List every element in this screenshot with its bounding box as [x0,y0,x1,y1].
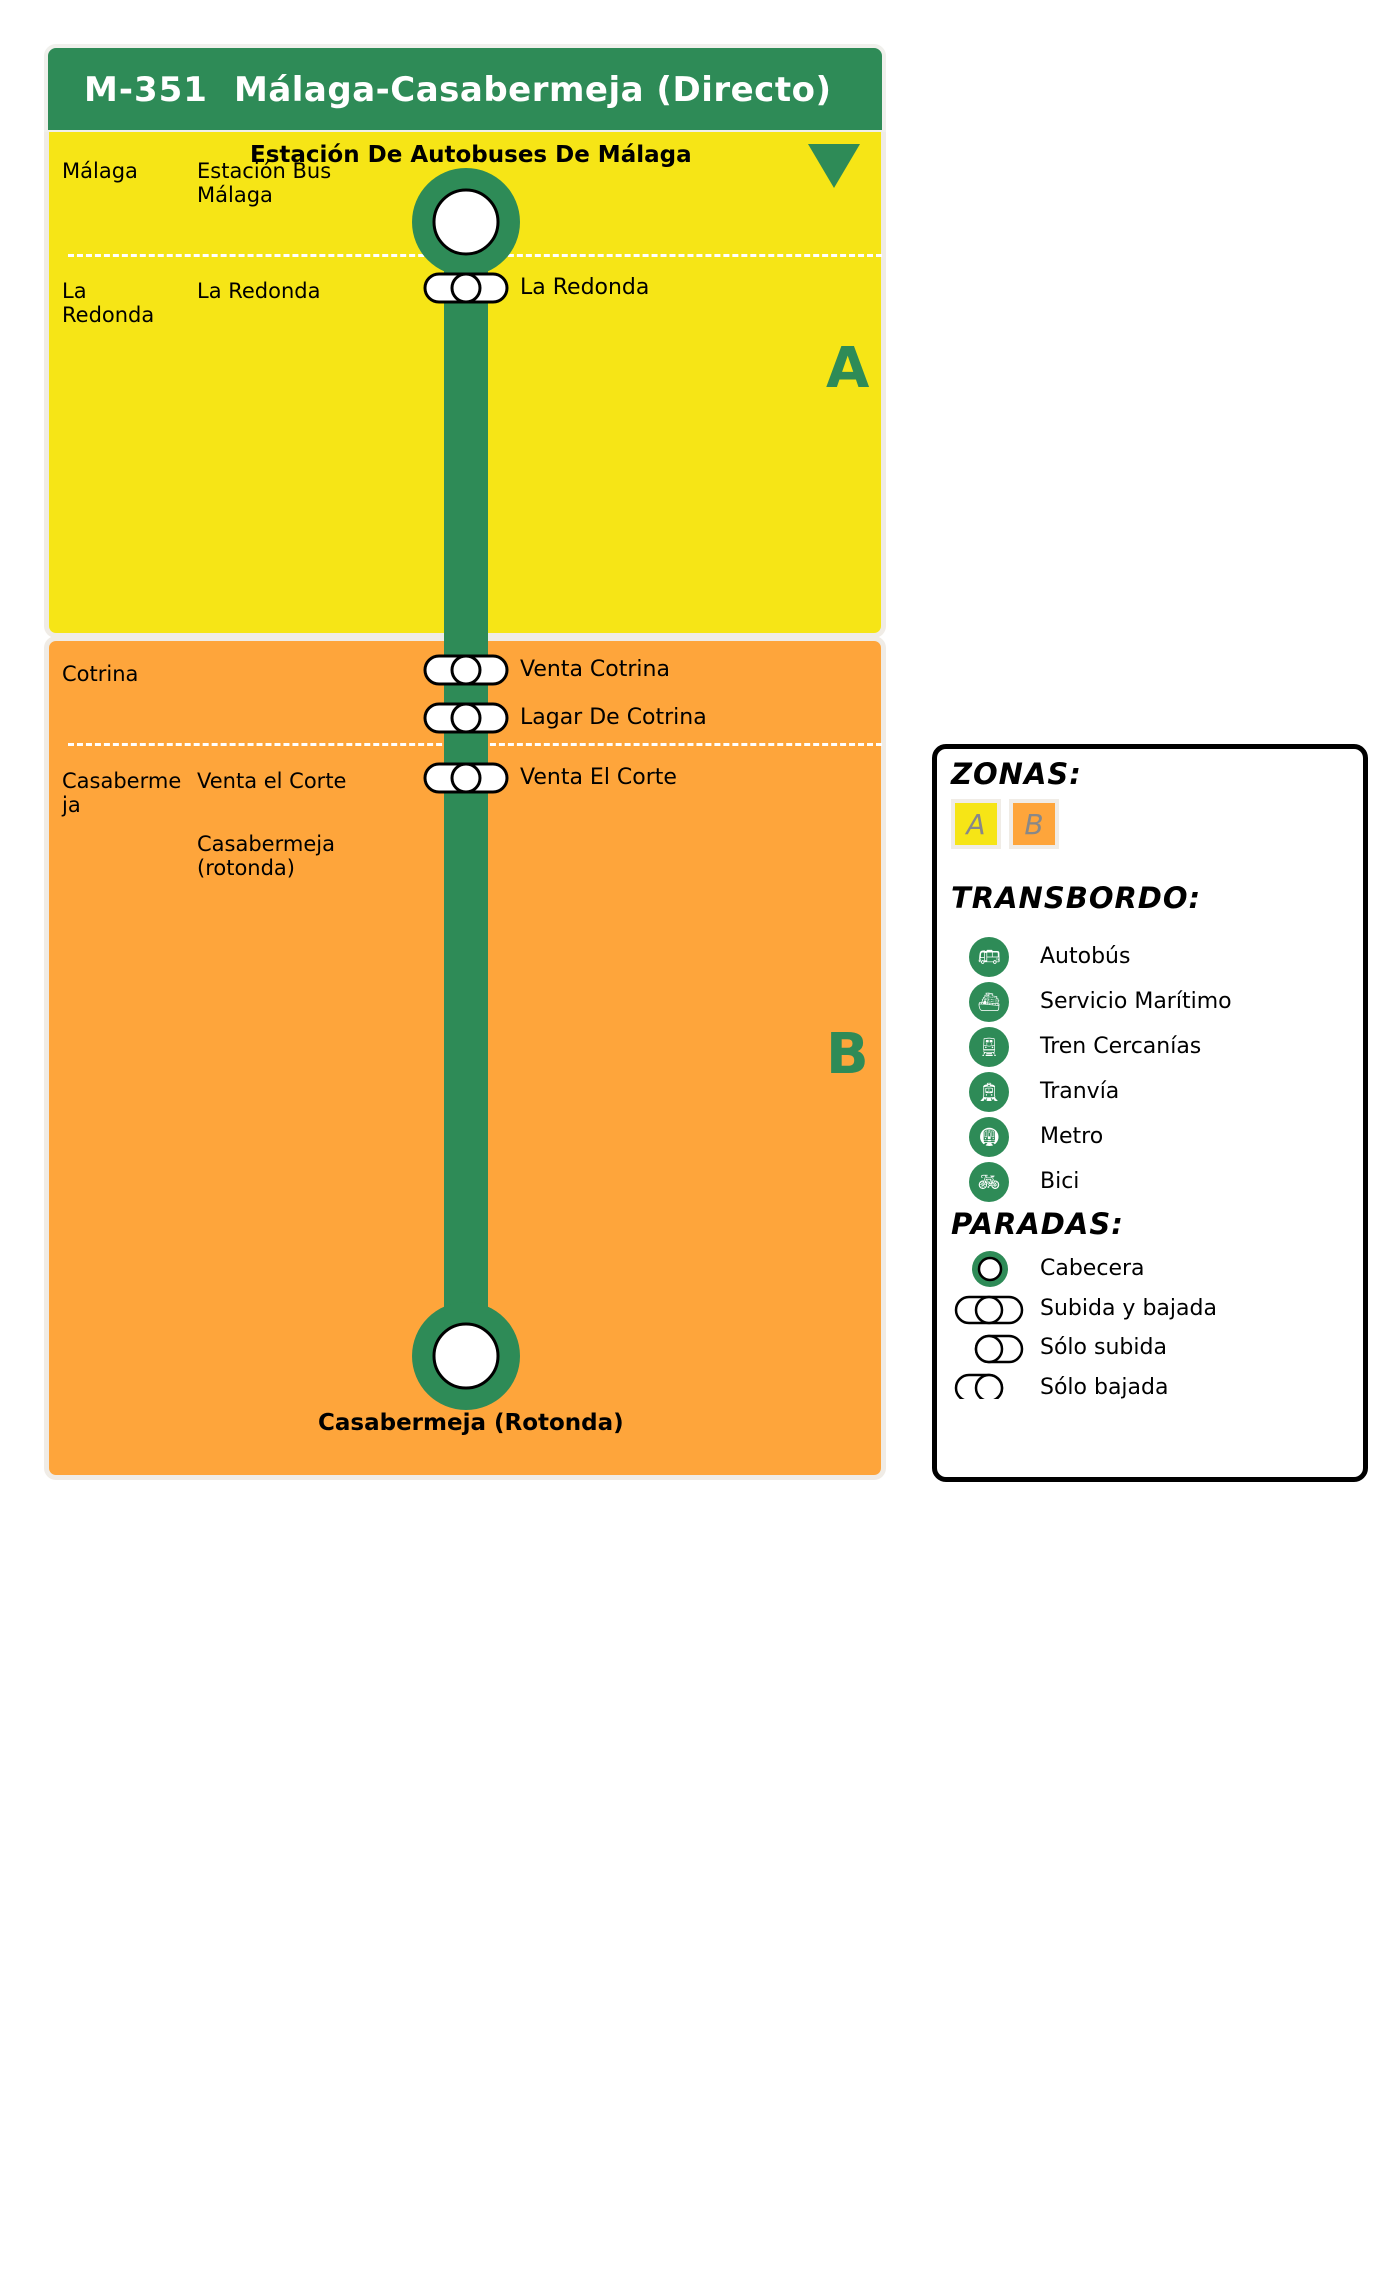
solo-subida-symbol [976,1336,1022,1362]
legend-zone-a-chip [951,799,1001,849]
metro-icon: 🚇︎ [969,1117,1009,1157]
legend-transbordo-title: TRANSBORDO: [951,881,1202,915]
zone-a-label: A [826,336,870,401]
bicycle-icon: 🚲︎ [969,1162,1009,1202]
nucleo-malaga: Estación Bus Málaga [197,159,332,207]
stop-marker-venta-cotrina [425,656,507,684]
legend-parada-item: Cabecera [1040,1256,1145,1281]
route-title: Málaga-Casabermeja (Directo) [234,70,832,110]
stop-marker-venta-el-corte [425,764,507,792]
nucleo-casabermeja-rotonda: Casabermeja (rotonda) [197,832,335,880]
subida-bajada-symbol [956,1297,1022,1323]
legend-zonas-title: ZONAS: [951,757,1082,791]
solo-bajada-symbol [956,1375,1002,1399]
legend-parada-item: Subida y bajada [1040,1296,1217,1321]
bus-icon: 🚌︎ [969,937,1009,977]
boat-icon: ⛴︎ [969,982,1009,1022]
municipio-cotrina: Cotrina [62,662,139,686]
legend-transbordo-item: Tranvía [1040,1079,1120,1104]
stop-label-lagar-de-cotrina: Lagar De Cotrina [520,705,707,730]
stop-label-la-redonda: La Redonda [520,275,650,300]
train-icon: 🚆︎ [969,1027,1009,1067]
stop-marker-lagar-de-cotrina [425,704,507,732]
nucleo-laredonda: La Redonda [197,279,321,303]
municipio-casabermeja: Casaberme ja [62,769,182,817]
tram-icon: 🚊︎ [969,1072,1009,1112]
legend-transbordo-item: Bici [1040,1169,1080,1194]
legend-transbordo-item: Tren Cercanías [1040,1034,1202,1059]
municipio-malaga: Málaga [62,159,138,183]
legend-zone-b-label: B [1024,807,1044,841]
legend-parada-item: Sólo subida [1040,1335,1167,1360]
legend-zone-b-chip [1009,799,1059,849]
terminus-stop-label: Casabermeja (Rotonda) [318,1410,624,1436]
route-code: M-351 [84,70,208,110]
municipio-laredonda: La Redonda [62,279,155,327]
legend-panel [932,744,1368,1482]
origin-stop-label: Estación De Autobuses De Málaga [250,142,692,168]
stop-label-venta-el-corte: Venta El Corte [520,765,677,790]
stop-marker-la-redonda [425,274,507,302]
legend-zone-a-label: A [966,807,986,841]
cabecera-symbol [972,1251,1008,1287]
legend-parada-item: Sólo bajada [1040,1375,1169,1400]
origin-stop-marker [412,168,520,276]
legend-stop-symbols [951,1249,1031,1399]
legend-paradas-title: PARADAS: [951,1207,1124,1241]
nucleo-venta-el-corte: Venta el Corte [197,769,347,793]
stop-label-venta-cotrina: Venta Cotrina [520,657,670,682]
terminus-stop-marker [412,1302,520,1410]
legend-transbordo-item: Servicio Marítimo [1040,989,1232,1014]
legend-transbordo-item: Metro [1040,1124,1104,1149]
zone-b-label: B [826,1022,869,1087]
legend-transbordo-item: Autobús [1040,944,1131,969]
